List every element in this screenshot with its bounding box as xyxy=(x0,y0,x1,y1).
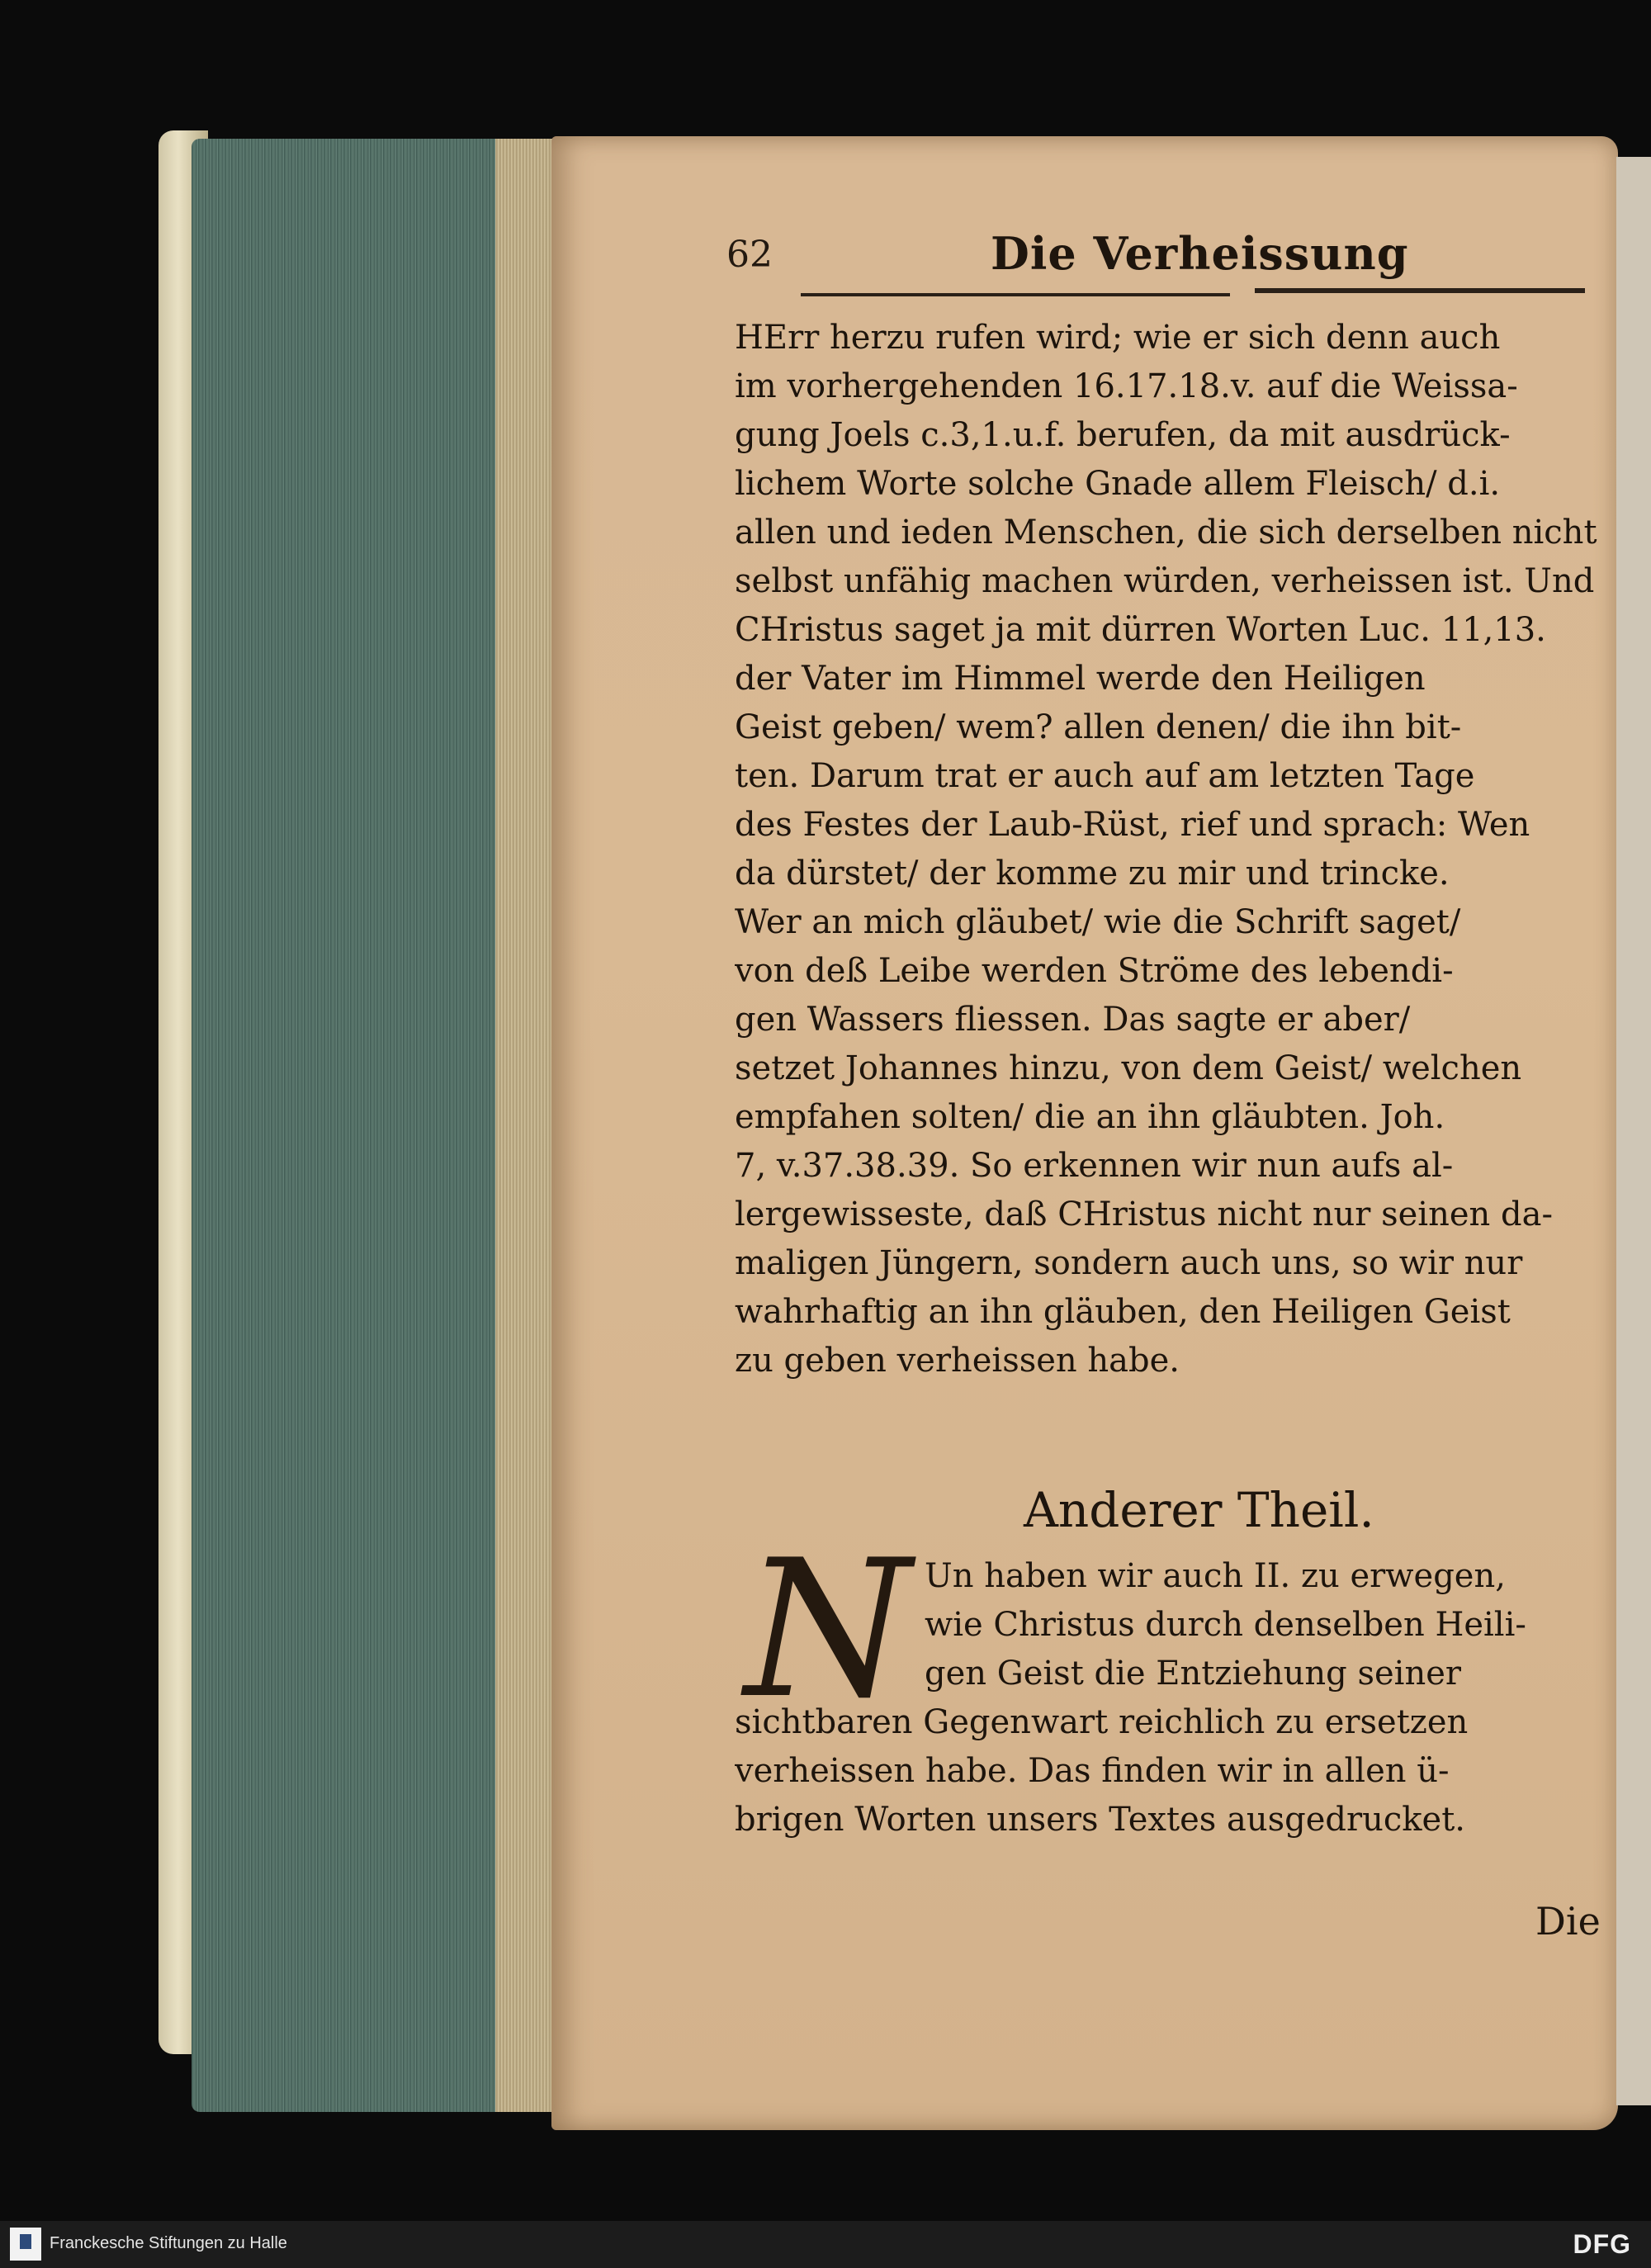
viewer-footer xyxy=(0,2221,1651,2268)
text-line: empfahen solten/ die an ihn gläubten. Joh. xyxy=(735,1098,1445,1136)
text-line: Wer an mich gläubet/ wie die Schrift saget/ xyxy=(735,903,1461,941)
text-line: gen Geist die Entziehung seiner xyxy=(925,1655,1461,1693)
decorated-initial: N xyxy=(744,1520,911,1740)
text-line: HErr herzu rufen wird; wie er sich denn auch xyxy=(735,319,1501,357)
body-text xyxy=(735,314,1597,1385)
page-stack xyxy=(495,139,553,2112)
text-line: setzet Johannes hinzu, von dem Geist/ welchen xyxy=(735,1049,1522,1087)
text-line: des Festes der Laub-Rüst, rief und sprach: Wen xyxy=(735,806,1530,844)
institution-logo-icon xyxy=(10,2228,41,2261)
text-line: CHristus saget ja mit dürren Worten Luc. 11,13. xyxy=(735,611,1546,649)
head-rule xyxy=(1255,288,1585,293)
section-heading: Anderer Theil. xyxy=(1024,1482,1374,1538)
text-line: wahrhaftig an ihn gläuben, den Heiligen Geist xyxy=(735,1293,1511,1331)
text-line: selbst unfähig machen würden, verheissen ist. Und xyxy=(735,562,1595,600)
text-line: 7, v.37.38.39. So erkennen wir nun aufs al- xyxy=(735,1147,1454,1185)
head-rule xyxy=(801,293,1230,296)
facing-page-edge xyxy=(1616,157,1651,2105)
text-line: der Vater im Himmel werde den Heiligen xyxy=(735,660,1426,698)
text-line: lergewisseste, daß CHristus nicht nur seinen da- xyxy=(735,1196,1553,1233)
text-line: wie Christus durch denselben Heili- xyxy=(925,1606,1526,1644)
text-line: verheissen habe. Das finden wir in allen ü- xyxy=(735,1752,1450,1790)
paragraph-beside-initial xyxy=(925,1552,1601,1698)
page-number: 62 xyxy=(726,234,773,276)
text-line: ten. Darum trat er auch auf am letzten Tage xyxy=(735,757,1475,795)
text-line: Un haben wir auch II. zu erwegen, xyxy=(925,1557,1506,1595)
text-line: maligen Jüngern, sondern auch uns, so wir nur xyxy=(735,1244,1523,1282)
text-line: gen Wassers fliessen. Das sagte er aber/ xyxy=(735,1001,1411,1039)
text-line: sichtbaren Gegenwart reichlich zu ersetzen xyxy=(735,1703,1469,1741)
catchword: Die xyxy=(1535,1899,1601,1944)
logo-mark xyxy=(20,2234,31,2249)
running-title: Die Verheissung xyxy=(991,227,1409,280)
text-line: da dürstet/ der komme zu mir und trincke. xyxy=(735,855,1450,893)
text-line: zu geben verheissen habe. xyxy=(735,1342,1180,1380)
text-line: gung Joels c.3,1.u.f. berufen, da mit ausdrück- xyxy=(735,416,1511,454)
text-line: allen und ieden Menschen, die sich derselben nicht xyxy=(735,514,1597,552)
text-line: im vorhergehenden 16.17.18.v. auf die Weissa- xyxy=(735,367,1518,405)
text-line: brigen Worten unsers Textes ausgedrucket. xyxy=(735,1801,1465,1839)
running-head xyxy=(726,219,1593,310)
text-line: lichem Worte solche Gnade allem Fleisch/ d.i. xyxy=(735,465,1501,503)
paragraph-continued xyxy=(735,1698,1597,1844)
text-line: Geist geben/ wem? allen denen/ die ihn bit- xyxy=(735,708,1462,746)
dfg-logo: DFG xyxy=(1573,2229,1631,2259)
institution-name: Franckesche Stiftungen zu Halle xyxy=(50,2234,287,2252)
text-line: von deß Leibe werden Ströme des lebendi- xyxy=(735,952,1454,990)
